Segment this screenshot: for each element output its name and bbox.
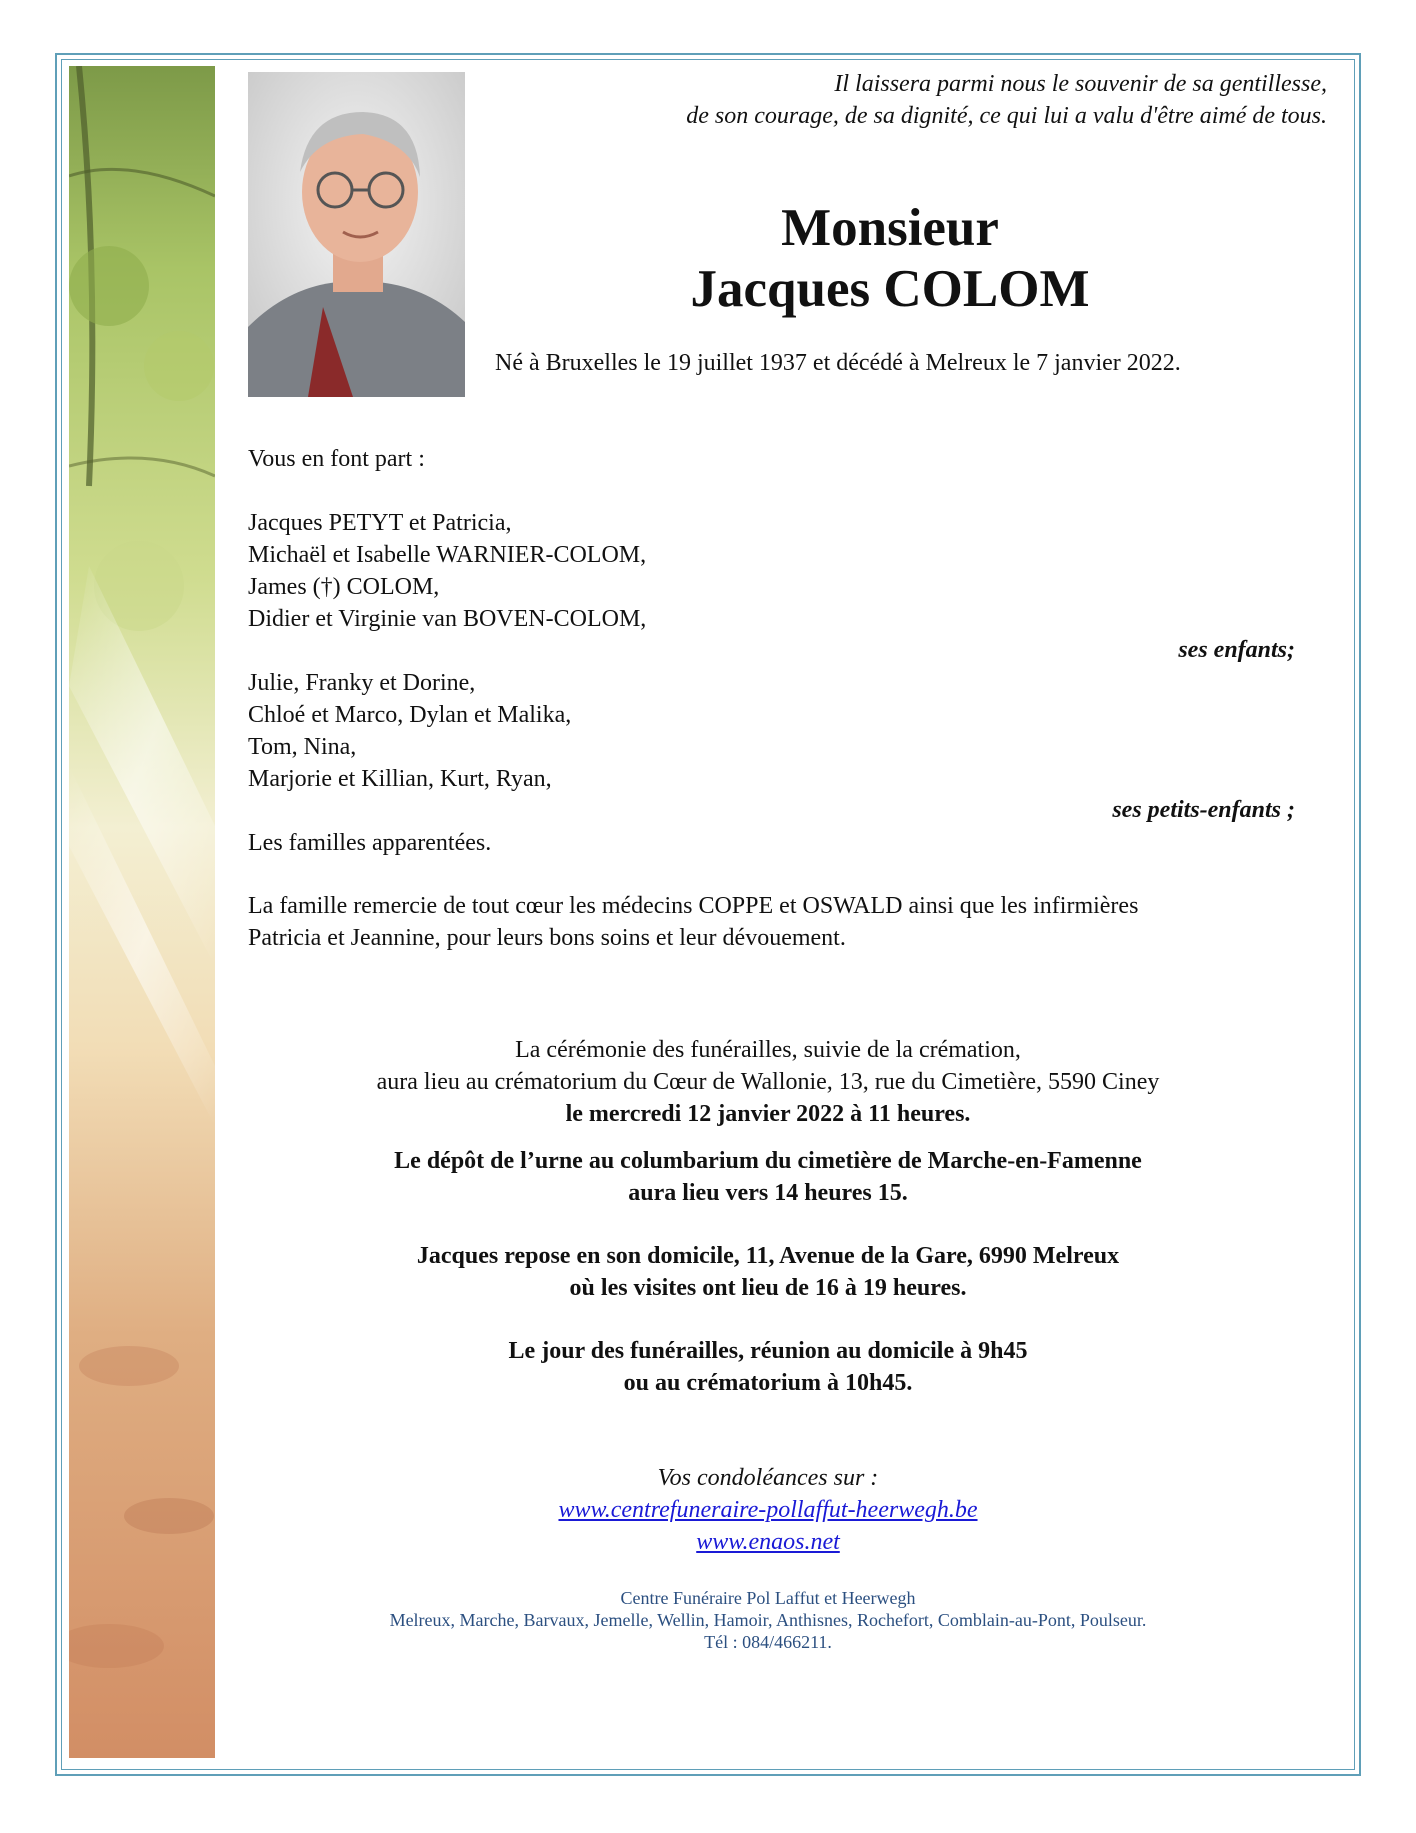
ceremony-line-2: aura lieu au crématorium du Cœur de Wallonie, 13, rue du Cimetière, 5590 Ciney — [376, 1069, 1160, 1095]
thanks-line-1: La famille remercie de tout cœur les médecins COPPE et OSWALD ainsi que les infirmières — [248, 893, 1139, 919]
grandchildren-list — [248, 667, 571, 795]
list-item: Tom, Nina, — [248, 734, 357, 760]
condolences — [248, 1462, 1288, 1558]
list-item: Marjorie et Killian, Kurt, Ryan, — [248, 766, 552, 792]
urn-line-2: aura lieu vers 14 heures 15. — [628, 1180, 908, 1206]
list-item: James (†) COLOM, — [248, 574, 440, 600]
footer-phone: Tél : 084/466211. — [704, 1632, 832, 1652]
repose-line-2: où les visites ont lieu de 16 à 19 heures. — [569, 1275, 967, 1301]
funeral-home-footer — [248, 1587, 1288, 1653]
meeting-line-2: ou au crématorium à 10h45. — [623, 1370, 913, 1396]
list-item: Michaël et Isabelle WARNIER-COLOM, — [248, 542, 647, 568]
ceremony-date: le mercredi 12 janvier 2022 à 11 heures. — [565, 1101, 971, 1127]
ceremony-info — [248, 1034, 1288, 1130]
title-honorific: Monsieur — [781, 199, 999, 257]
list-item: Didier et Virginie van BOVEN-COLOM, — [248, 606, 647, 632]
list-item: Jacques PETYT et Patricia, — [248, 510, 512, 536]
condolences-link-centre[interactable]: www.centrefuneraire-pollaffut-heerwegh.be — [558, 1497, 978, 1523]
urn-info — [248, 1145, 1288, 1209]
ceremony-line-1: La cérémonie des funérailles, suivie de la crémation, — [515, 1037, 1021, 1063]
birth-death-line: Né à Bruxelles le 19 juillet 1937 et décédé à Melreux le 7 janvier 2022. — [495, 350, 1181, 376]
condolences-link-enaos[interactable]: www.enaos.net — [696, 1529, 840, 1555]
children-label: ses enfants; — [1178, 637, 1295, 663]
condolences-label: Vos condoléances sur : — [657, 1465, 879, 1491]
quote-line-1: Il laissera parmi nous le souvenir de sa gentillesse, — [834, 71, 1327, 97]
meeting-line-1: Le jour des funérailles, réunion au domicile à 9h45 — [508, 1338, 1028, 1364]
meeting-info — [248, 1335, 1288, 1399]
title-name: Jacques COLOM — [690, 260, 1090, 318]
thanks-text — [248, 890, 1138, 954]
quote — [427, 68, 1327, 132]
families-text: Les familles apparentées. — [248, 830, 492, 856]
list-item: Chloé et Marco, Dylan et Malika, — [248, 702, 572, 728]
intro-text: Vous en font part : — [248, 446, 425, 472]
urn-line-1: Le dépôt de l’urne au columbarium du cimetière de Marche-en-Famenne — [394, 1148, 1142, 1174]
grandchildren-label: ses petits-enfants ; — [1112, 797, 1295, 823]
thanks-line-2: Patricia et Jeannine, pour leurs bons soins et leur dévouement. — [248, 925, 846, 951]
footer-locations: Melreux, Marche, Barvaux, Jemelle, Wellin, Hamoir, Anthisnes, Rochefort, Comblain-au-Pont, Poulseur. — [389, 1610, 1147, 1630]
forest-path-image — [69, 66, 215, 1758]
children-list — [248, 507, 646, 635]
repose-info — [248, 1240, 1288, 1304]
repose-line-1: Jacques repose en son domicile, 11, Avenue de la Gare, 6990 Melreux — [416, 1243, 1120, 1269]
quote-line-2: de son courage, de sa dignité, ce qui lui a valu d'être aimé de tous. — [686, 103, 1327, 129]
footer-name: Centre Funéraire Pol Laffut et Heerwegh — [620, 1588, 916, 1608]
list-item: Julie, Franky et Dorine, — [248, 670, 476, 696]
